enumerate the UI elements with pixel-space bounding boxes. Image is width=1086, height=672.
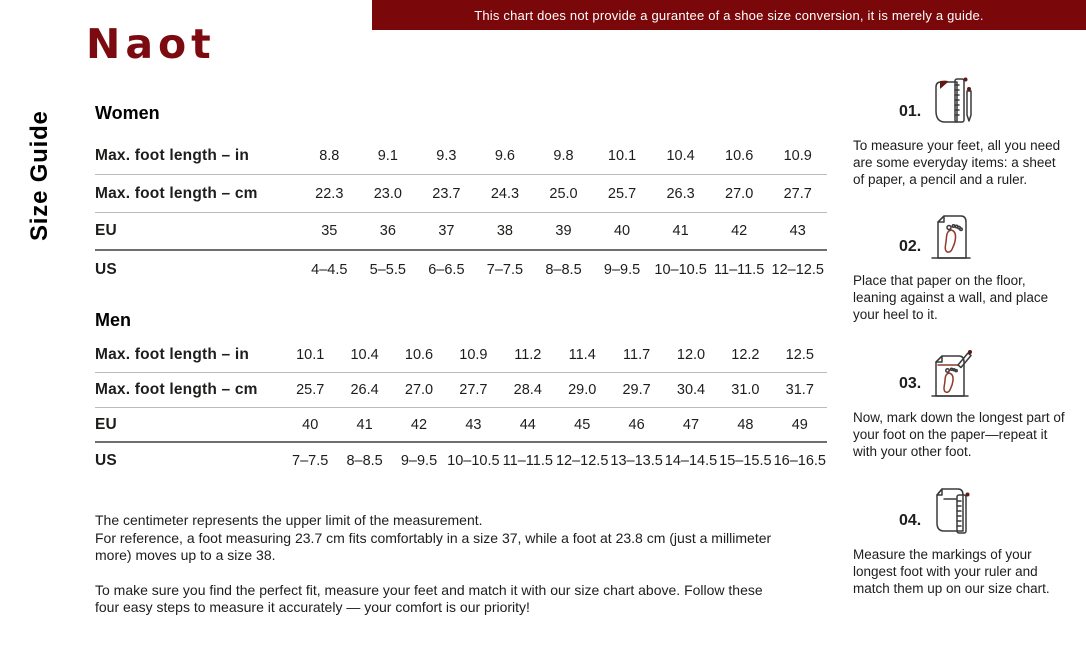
step-text: Measure the markings of your longest foot with your ruler and match them up on our size chart. — [853, 547, 1050, 596]
footnotes — [95, 512, 779, 617]
size-chart-area — [95, 102, 827, 617]
note-line-1: The centimeter represents the upper limit of the measurement. — [95, 512, 483, 528]
size-value: 25.0 — [549, 185, 578, 202]
size-value: 12.5 — [785, 347, 814, 363]
size-value: 27.7 — [459, 382, 488, 398]
step-text: Now, mark down the longest part of your foot on the paper—repeat it with your other foot. — [853, 410, 1065, 459]
size-value: 39 — [555, 223, 572, 239]
size-value: 26.3 — [666, 185, 695, 202]
step-1-header — [899, 76, 1069, 128]
size-value: 42 — [731, 223, 748, 239]
size-value: 12.0 — [676, 347, 706, 363]
size-value: 13–13.5 — [610, 452, 663, 469]
size-value: 40 — [302, 416, 319, 433]
size-value: 11–11.5 — [502, 452, 553, 469]
size-value: 42 — [410, 416, 428, 433]
size-guide-vertical-label: Size Guide — [26, 110, 53, 241]
paper-footprint-pencil-icon — [928, 348, 976, 400]
size-value: 25.7 — [296, 382, 325, 398]
size-value: 8–8.5 — [346, 452, 383, 469]
size-value: 11.4 — [568, 347, 596, 363]
size-value: 31.7 — [785, 382, 814, 398]
size-value: 9.3 — [436, 147, 457, 164]
size-value: 12–12.5 — [555, 452, 609, 469]
step-2 — [853, 211, 1069, 323]
size-value: 5–5.5 — [369, 262, 406, 278]
size-value: 30.4 — [676, 382, 706, 398]
size-value: 4–4.5 — [311, 262, 348, 278]
size-value: 10.6 — [404, 347, 434, 363]
size-value: 11.7 — [623, 347, 651, 363]
note-instructions: To make sure you find the perfect fit, measure your feet and match it with our size chart above. Follow these four easy steps to measure it accurately — your comfort is our priority! — [95, 581, 763, 615]
men-size-table — [95, 338, 827, 478]
size-value: 9–9.5 — [400, 452, 438, 469]
step-number: 01. — [899, 103, 922, 120]
size-value: 22.3 — [315, 185, 344, 202]
table-row — [95, 408, 827, 443]
size-value: 37 — [438, 223, 455, 239]
table-row — [95, 338, 827, 373]
step-2-header — [899, 211, 1069, 263]
size-value: 35 — [321, 223, 338, 239]
step-4-header — [899, 485, 1069, 537]
paper-footprint-icon — [928, 211, 976, 263]
size-value: 10–10.5 — [447, 452, 500, 469]
disclaimer-text: This chart does not provide a gurantee of a shoe size conversion, it is merely a guide. — [474, 7, 984, 23]
size-value: 41 — [356, 416, 373, 433]
table-row — [95, 373, 827, 408]
size-value: 29.7 — [622, 382, 651, 398]
size-value: 8–8.5 — [545, 262, 582, 278]
naot-logo: Naot — [86, 20, 216, 68]
size-value: 27.0 — [725, 185, 754, 202]
table-row — [95, 251, 827, 289]
size-value: 25.7 — [607, 185, 637, 202]
size-value: 36 — [379, 223, 396, 239]
row-label: US — [95, 261, 117, 278]
step-4 — [853, 485, 1069, 597]
size-value: 43 — [789, 223, 806, 239]
size-value: 23.7 — [432, 185, 461, 202]
size-value: 10.9 — [459, 347, 488, 363]
size-value: 12–12.5 — [771, 262, 824, 278]
size-value: 24.3 — [490, 185, 520, 202]
size-value: 40 — [613, 223, 631, 239]
table-row — [95, 443, 827, 478]
size-value: 16–16.5 — [773, 452, 826, 469]
size-value: 23.0 — [373, 185, 402, 202]
table-row — [95, 137, 827, 175]
size-value: 8.8 — [319, 147, 340, 164]
size-value: 7–7.5 — [292, 452, 329, 469]
step-3 — [853, 348, 1069, 460]
row-label: Max. foot length – cm — [95, 184, 258, 202]
step-text: Place that paper on the floor, leaning against a wall, and place your heel to it. — [853, 273, 1049, 322]
note-measurement — [95, 512, 779, 565]
size-value: 15–15.5 — [719, 452, 772, 469]
size-value: 28.4 — [513, 382, 542, 398]
size-value: 45 — [574, 416, 591, 433]
step-number: 02. — [899, 238, 922, 255]
size-value: 44 — [519, 416, 536, 433]
size-value: 38 — [496, 223, 513, 239]
size-value: 10.4 — [350, 347, 379, 363]
step-number: 03. — [899, 375, 922, 392]
size-value: 10–10.5 — [654, 262, 707, 278]
size-value: 46 — [628, 416, 645, 433]
men-section-heading: Men — [95, 310, 131, 330]
table-row — [95, 213, 827, 251]
row-label: EU — [95, 222, 117, 239]
size-value: 47 — [682, 416, 700, 433]
step-number: 04. — [899, 512, 922, 529]
table-row — [95, 175, 827, 213]
size-value: 11–11.5 — [714, 262, 765, 278]
size-value: 26.4 — [350, 382, 379, 398]
step-3-header — [899, 348, 1069, 400]
row-label: Max. foot length – cm — [95, 381, 258, 398]
size-value: 10.6 — [725, 147, 754, 164]
size-value: 41 — [672, 223, 689, 239]
size-value: 10.4 — [666, 147, 695, 164]
step-text: To measure your feet, all you need are some everyday items: a sheet of paper, a pencil and a ruler. — [853, 138, 1061, 187]
size-value: 12.2 — [731, 347, 760, 363]
note-line-2: For reference, a foot measuring 23.7 cm fits comfortably in a size 37, while a foot at 23.8 cm (just a millimeter more) moves up to a size 38. — [95, 529, 772, 563]
paper-ruler-pencil-icon — [928, 76, 976, 128]
size-value: 10.1 — [607, 147, 637, 164]
size-value: 43 — [465, 416, 482, 433]
size-value: 10.9 — [783, 147, 812, 164]
size-value: 27.0 — [404, 382, 434, 398]
women-section-heading: Women — [95, 103, 160, 123]
step-1 — [853, 76, 1069, 188]
row-label: US — [95, 451, 117, 469]
women-size-table — [95, 137, 827, 289]
size-value: 9.8 — [553, 147, 574, 164]
row-label: Max. foot length – in — [95, 346, 250, 363]
row-label: Max. foot length – in — [95, 146, 250, 164]
size-value: 9–9.5 — [603, 262, 641, 278]
size-value: 6–6.5 — [428, 262, 465, 278]
size-value: 27.7 — [783, 185, 812, 202]
size-value: 11.2 — [514, 347, 542, 363]
size-value: 29.0 — [568, 382, 597, 398]
size-value: 31.0 — [731, 382, 760, 398]
size-value: 9.1 — [377, 147, 398, 164]
size-value: 14–14.5 — [664, 452, 718, 469]
size-value: 10.1 — [296, 347, 325, 363]
row-label: EU — [95, 415, 117, 433]
size-value: 9.6 — [494, 147, 516, 164]
size-value: 48 — [737, 416, 754, 433]
measuring-steps — [853, 0, 1069, 672]
size-value: 49 — [791, 416, 808, 433]
size-value: 7–7.5 — [486, 262, 524, 278]
paper-marking-ruler-icon — [928, 485, 976, 537]
